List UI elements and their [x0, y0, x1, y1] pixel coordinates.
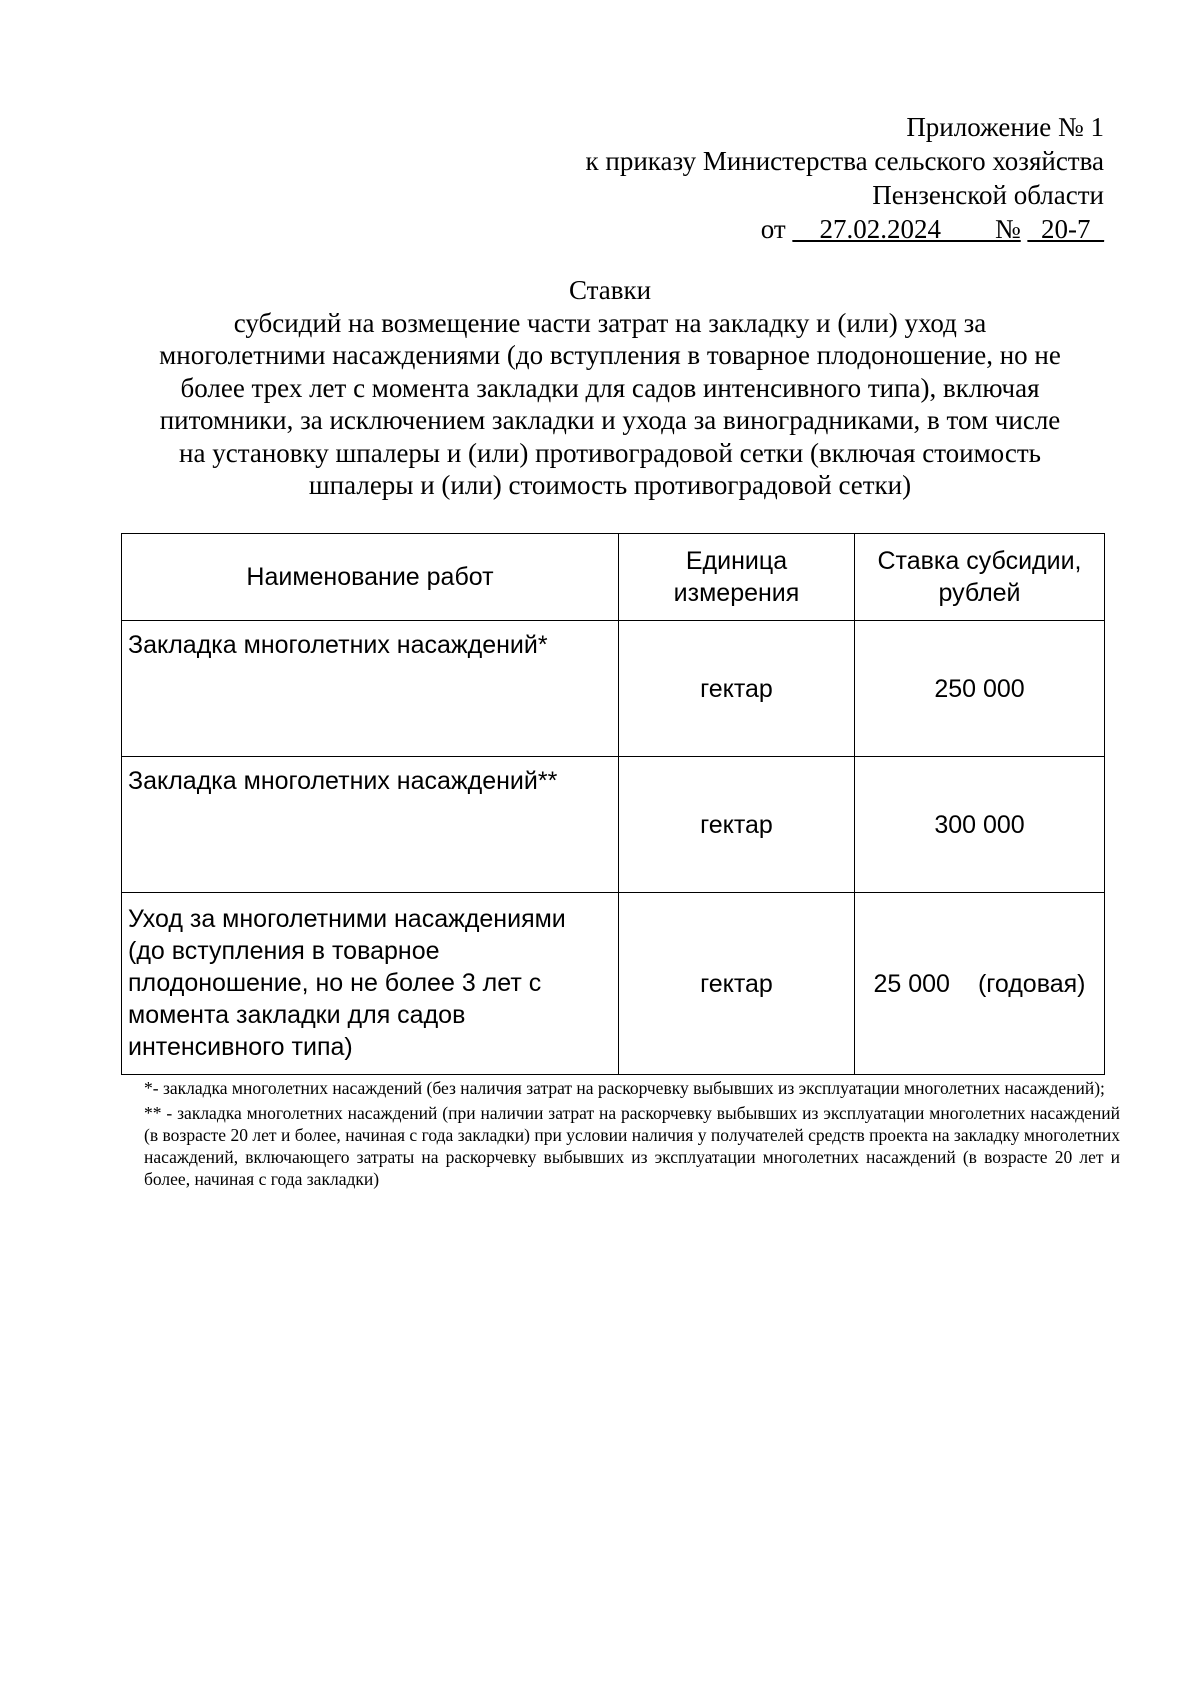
cell-unit: гектар: [619, 757, 855, 893]
annex-region: Пензенской области: [872, 180, 1104, 210]
rate-value: 300 000: [934, 810, 1025, 839]
rate-value: 25 000: [873, 969, 950, 998]
title-line: более трех лет с момента закладки для садов интенсивного типа), включая: [180, 372, 1040, 403]
rate-note: (годовая): [977, 969, 1086, 998]
cell-rate: [855, 757, 1105, 893]
footnotes: [144, 1077, 1120, 1193]
cell-rate: [855, 893, 1105, 1075]
annex-date-number: [586, 212, 1104, 246]
table-header-row: [122, 534, 1105, 621]
table-row: [122, 757, 1105, 893]
title-line: шпалеры и (или) стоимость противоградовой сетки): [308, 470, 912, 500]
annex-from-label: от: [760, 214, 786, 244]
annex-header: [586, 110, 1104, 246]
cell-work-name: Закладка многолетних насаждений*: [122, 621, 619, 757]
cell-work-name: Уход за многолетними насаждениями (до вступления в товарное плодоношение, но не более 3 лет с момента закладки для садов интенсивного типа): [122, 893, 619, 1075]
annex-number-label: №: [994, 214, 1021, 244]
annex-number: _20-7_: [1027, 214, 1104, 244]
rate-value: 250 000: [934, 674, 1025, 703]
header-unit: Единица измерения: [619, 534, 855, 621]
footnote-1: *- закладка многолетних насаждений (без наличия затрат на раскорчевку выбывших из эксплуатации многолетних насаждений);: [144, 1078, 1105, 1098]
cell-unit: гектар: [619, 621, 855, 757]
cell-work-name: Закладка многолетних насаждений**: [122, 757, 619, 893]
rates-table: [121, 533, 1105, 1075]
cell-rate: [855, 621, 1105, 757]
header-name: Наименование работ: [122, 534, 619, 621]
header-rate: Ставка субсидии, рублей: [855, 534, 1105, 621]
title-line: на установку шпалеры и (или) противоградовой сетки (включая стоимость: [179, 437, 1041, 468]
annex-order-ref: к приказу Министерства сельского хозяйства: [585, 146, 1104, 176]
footnote-2: ** - закладка многолетних насаждений (при наличии затрат на раскорчевку выбывших из эксплуатации многолетних насаждений (в возрасте 20 лет и более, начиная с года закладки) при условии наличия у получателей средств проекта на закладку многолетних насаждений, включающего затраты на раскорчевку выбывших из эксплуатации многолетних насаждений (в возрасте 20 лет и более, начиная с года закладки): [144, 1103, 1120, 1189]
cell-unit: гектар: [619, 893, 855, 1075]
document-title: [110, 274, 1110, 502]
title-line: питомники, за исключением закладки и ухода за виноградниками, в том числе: [159, 405, 1061, 435]
title-line: многолетними насаждениями (до вступления в товарное плодоношение, но не: [159, 340, 1061, 370]
annex-title: Приложение № 1: [906, 112, 1104, 142]
table-row: [122, 893, 1105, 1075]
annex-date: __27.02.2024____: [792, 214, 995, 244]
table-row: [122, 621, 1105, 757]
title-heading: Ставки: [568, 275, 652, 305]
title-line: субсидий на возмещение части затрат на закладку и (или) уход за: [233, 307, 987, 338]
